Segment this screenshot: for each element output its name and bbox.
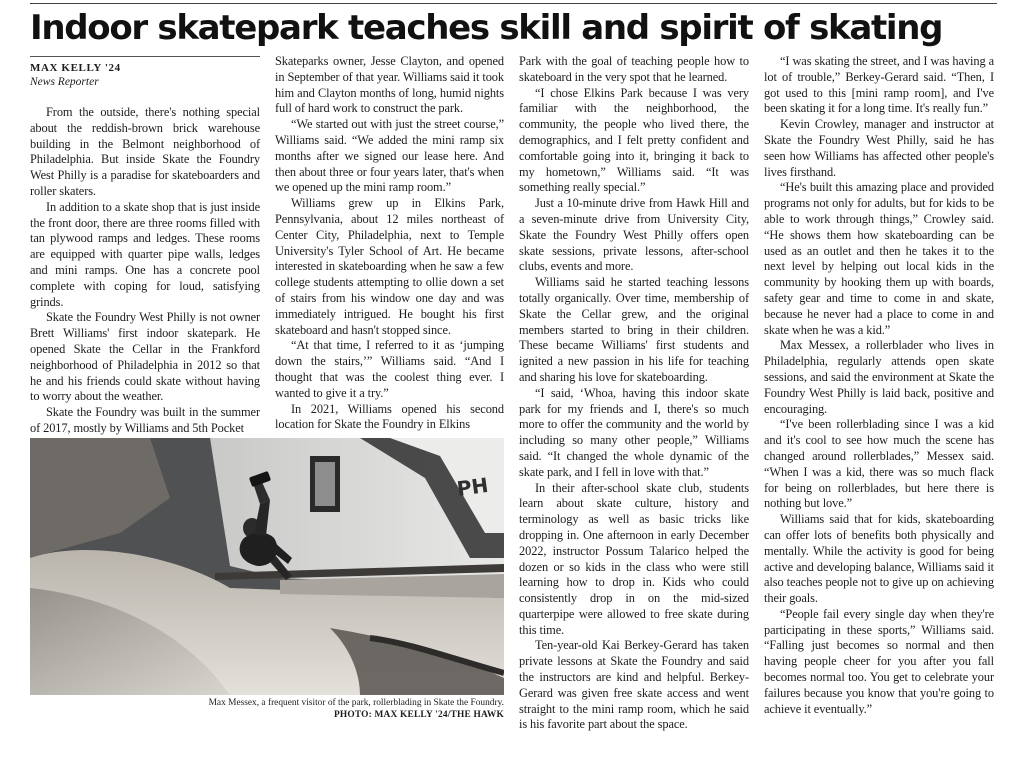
paragraph: Park with the goal of teaching people how to skateboard in the very spot that he learned. xyxy=(519,54,749,84)
paragraph: Williams grew up in Elkins Park, Pennsylvania, about 12 miles northeast of Center City, Philadelphia, next to Temple University's Tyler School of Art. He became interested in skateboarding when he saw a few college students attempting to ollie down a set of stairs from his window one day and was immediately intrigued. He bought his first skateboard and hasn't stopped since. xyxy=(275,196,504,337)
wall-lettering: PH xyxy=(455,472,490,501)
paragraph: “I was skating the street, and I was having a lot of trouble,” Berkey-Gerard said. “Then, I got used to this [mini ramp room], and I've been skating it for a long time. It's really fun.” xyxy=(764,54,994,116)
paragraph: In addition to a skate shop that is just inside the front door, there are three rooms filled with tan plywood ramps and ledges. These rooms are equipped with quarter pipe walls, ledges and mini ramps. One has a concrete pool complete with coping for loud, satisfying grinds. xyxy=(30,199,260,309)
paragraph: Ten-year-old Kai Berkey-Gerard has taken private lessons at Skate the Foundry and said the instructors are kind and helpful. Berkey-Gerard was given free skate access and went straight to the mini ramp room, which he said is his favorite part about the space. xyxy=(519,638,749,732)
paragraph: Max Messex, a rollerblader who lives in Philadelphia, regularly attends open skate sessions, and said the environment at Skate the Foundry West Philly is laid back, positive and encouraging. xyxy=(764,338,994,416)
paragraph: Skateparks owner, Jesse Clayton, and opened in September of that year. Williams said it took him and Clayton months of long, humid nights full of hard work to construct the park. xyxy=(275,54,504,116)
paragraph: In their after-school skate club, students learn about skate culture, history and terminology as well as basic tricks like dropping in. One afternoon in early December 2022, instructor Possum Talarico helped the dozen or so kids in the class who were still learning how to drop in. Kids who could consistently drop in on the mid-sized quarterpipe were allowed to free skate during this time. xyxy=(519,480,749,637)
photo-illustration xyxy=(30,438,504,695)
paragraph: “I said, ‘Whoa, having this indoor skate park for my friends and I, there's so much more to offer the community and the world by including so many other people,” Williams said. “It changed the whole dynamic of the skate park, and I fell in love with that.” xyxy=(519,385,749,479)
paragraph: “I've been rollerblading since I was a kid and it's cool to see how much the scene has changed around rollerblades,” Messex said. “When I was a kid, there was so much flack for being on rollerblades, but here there is nothing but love.” xyxy=(764,417,994,511)
headline: Indoor skatepark teaches skill and spirit of skating xyxy=(30,8,943,48)
byline-role: News Reporter xyxy=(30,76,99,88)
paragraph: “People fail every single day when they're participating in these sports,” Williams said. “Falling just becomes so normal and then having people cheer for you after you fall becomes normal too. You get to celebrate your failures because you know that you're going to achieve it eventually.” xyxy=(764,606,994,716)
paragraph: Skate the Foundry was built in the summer of 2017, mostly by Williams and 5th Pocket xyxy=(30,405,260,435)
article-column-4 xyxy=(764,54,994,717)
paragraph: Skate the Foundry West Philly is not owner Brett Williams' first indoor skatepark. He opened Skate the Cellar in the Frankford neighborhood of Philadelphia in 2012 so that he and his friends could skate without having to worry about the weather. xyxy=(30,310,260,404)
paragraph: “I chose Elkins Park because I was very familiar with the neighborhood, the community, the people who lived there, the demographics, and I felt pretty confident and comfortable going into it, bringing it back to my hometown,” Williams said. “It was something really special.” xyxy=(519,85,749,195)
paragraph: “We started out with just the street course,” Williams said. “We added the mini ramp six months after we signed our lease here. And then about three or four years later, that's when we opened up the mini ramp room.” xyxy=(275,117,504,195)
paragraph: Williams said he started teaching lessons totally organically. Over time, membership of Skate the Cellar grew, and the original members started to bring in their children. These became Williams' first students and ignited a new passion in his life for teaching and sharing his love for skateboarding. xyxy=(519,275,749,384)
paragraph: “He's built this amazing place and provided programs not only for adults, but for kids to be able to work through things,” Crowley said. “He shows them how skateboarding can be used as an outlet and then he takes it to the next level by helping out local kids in the community by hooking them up with boards, safety gear and time to come in and skate, because he never had a place to come in and skate when he was a kid.” xyxy=(764,180,994,337)
wall-poster-inner xyxy=(315,462,335,506)
photo-caption: Max Messex, a frequent visitor of the park, rollerblading in Skate the Foundry. xyxy=(208,698,504,708)
byline xyxy=(30,56,260,89)
article-column-1 xyxy=(30,105,260,437)
paragraph: Just a 10-minute drive from Hawk Hill and a seven-minute drive from University City, Skate the Foundry West Philly offers open skate sessions, private lessons, after-school clubs, events and more. xyxy=(519,196,749,274)
paragraph: Williams said that for kids, skateboarding can offer lots of benefits both physically and mentally. While the activity is good for being active and developing balance, Williams said it also teaches people not to give up on achieving their goals. xyxy=(764,512,994,606)
paragraph: “At that time, I referred to it as ‘jumping down the stairs,’” Williams said. “And I thought that was the coolest thing ever. I wanted to give it a try.” xyxy=(275,338,504,400)
article-column-2 xyxy=(275,54,504,433)
byline-author: MAX KELLY '24 xyxy=(30,62,121,74)
paragraph: Kevin Crowley, manager and instructor at Skate the Foundry West Philly, said he has seen how Williams has affected other people's lives firsthand. xyxy=(764,117,994,179)
photo-credit: PHOTO: MAX KELLY '24/THE HAWK xyxy=(333,710,504,720)
photo-caption-block xyxy=(30,697,504,721)
article-column-3 xyxy=(519,54,749,733)
paragraph: In 2021, Williams opened his second location for Skate the Foundry in Elkins xyxy=(275,401,504,432)
skatepark-photo xyxy=(30,438,504,695)
paragraph: From the outside, there's nothing special about the reddish-brown brick warehouse building in the Belmont neighborhood of Philadelphia. But inside Skate the Foundry West Philly is a paradise for skateboarders and roller skaters. xyxy=(30,105,260,198)
